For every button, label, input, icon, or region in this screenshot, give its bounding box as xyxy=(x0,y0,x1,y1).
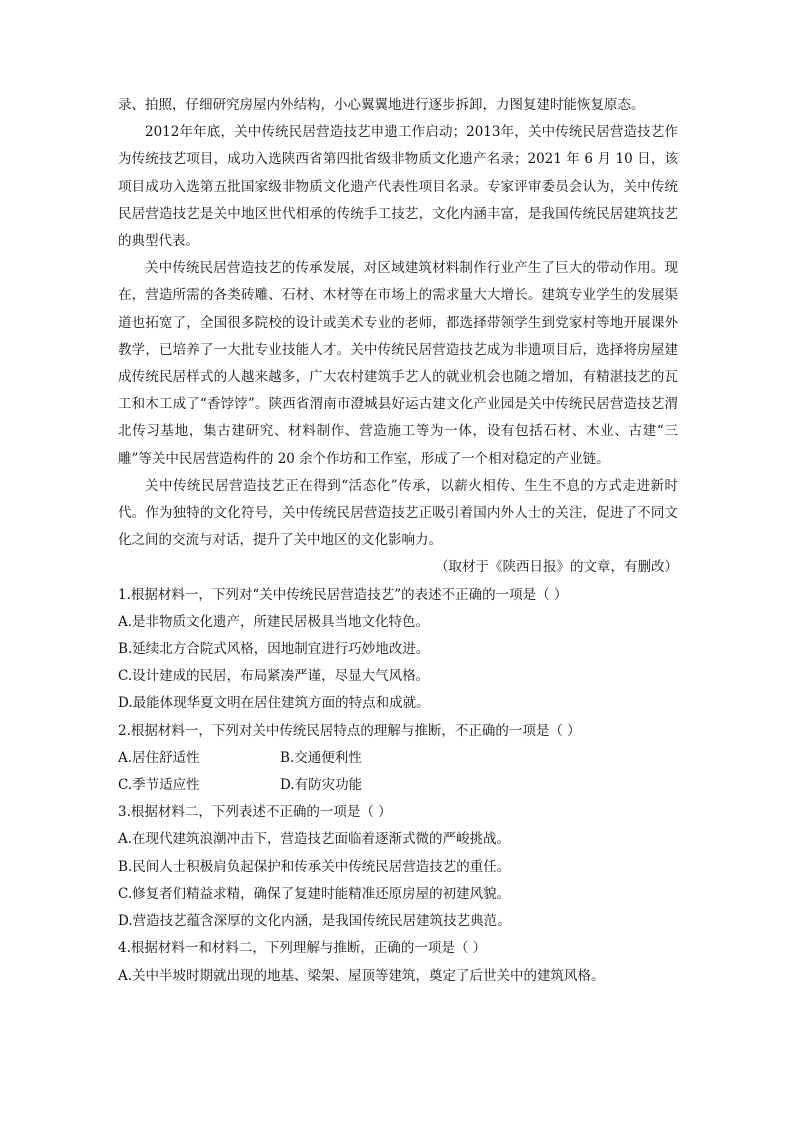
question-4-option-a: A.关中半坡时期就出现的地基、梁架、屋顶等建筑，奠定了后世关中的建筑风格。 xyxy=(118,967,605,984)
question-3-option-b: B.民间人士积极肩负起保护和传承关中传统民居营造技艺的重任。 xyxy=(118,858,511,875)
question-1-option-c: C.设计建成的民居，布局紧凑严谨，尽显大气风格。 xyxy=(118,668,430,685)
question-2-options-row-2 xyxy=(118,772,678,799)
question-2-option-a: A.居住舒适性 xyxy=(118,749,200,766)
question-3-option-c: C.修复者们精益求精，确保了复建时能精准还原房屋的初建风貌。 xyxy=(118,885,511,902)
paragraph-living-inheritance: 关中传统民居营造技艺正在得到“活态化”传承，以薪火相传、生生不息的方式走进新时代。作为独特的文化符号，关中传统民居营造技艺正吸引着国内外人士的关注，促进了不同文化之间的交流与对话，提升了关中地区的文化影响力。 xyxy=(118,477,678,549)
question-1-option-d: D.最能体现华夏文明在居住建筑方面的特点和成就。 xyxy=(118,695,430,712)
source-note: （取材于《陕西日报》的文章，有删改） xyxy=(435,559,678,576)
question-2-option-c: C.季节适应性 xyxy=(118,777,200,794)
paragraph-continuation: 录、拍照，仔细研究房屋内外结构，小心翼翼地进行逐步拆卸，力图复建时能恢复原态。 xyxy=(118,97,645,113)
question-2-stem: 2.根据材料一，下列对关中传统民居特点的理解与推断，不正确的一项是（ ） xyxy=(118,722,581,739)
paragraph-heritage-listing: 2012年年底，关中传统民居营造技艺申遗工作启动；2013年，关中传统民居营造技艺作为传统技艺项目，成功入选陕西省第四批省级非物质文化遗产名录；2021 年 6 月 10 日，该项目成功入选第五批国家级非物质文化遗产代表性项目名录。专家评审委员会认为，关中传统民居营造技艺是关中地区世代相承的传统手工技艺，文化内涵丰富，是我国传统民居建筑技艺的典型代表。 xyxy=(118,124,678,250)
question-1-option-a: A.是非物质文化遗产，所建民居极具当地文化特色。 xyxy=(118,613,430,630)
question-1-stem: 1.根据材料一，下列对“关中传统民居营造技艺”的表述不正确的一项是（ ） xyxy=(118,586,568,603)
question-3-option-d: D.营造技艺蕴含深厚的文化内涵，是我国传统民居建筑技艺典范。 xyxy=(118,913,511,930)
question-3-stem: 3.根据材料二，下列表述不正确的一项是（ ） xyxy=(118,804,392,821)
question-3-option-a: A.在现代建筑浪潮冲击下，营造技艺面临着逐渐式微的严峻挑战。 xyxy=(118,831,511,848)
document-content xyxy=(118,92,678,990)
question-2-option-d: D.有防灾功能 xyxy=(280,777,363,794)
question-2-options-row-1 xyxy=(118,745,678,772)
question-2-option-b: B.交通便利性 xyxy=(280,749,362,766)
paragraph-industry-impact: 关中传统民居营造技艺的传承发展，对区域建筑材料制作行业产生了巨大的带动作用。现在，营造所需的各类砖雕、石材、木材等在市场上的需求量大大增长。建筑专业学生的发展渠道也拓宽了，全国很多院校的设计或美术专业的老师，都选择带领学生到党家村等地开展课外教学，已培养了一大批专业技能人才。关中传统民居营造技艺成为非遗项目后，选择将房屋建成传统民居样式的人越来越多，广大农村建筑手艺人的就业机会也随之增加，有精湛技艺的瓦工和木工成了“香饽饽”。陕西省渭南市澄城县好运古建文化产业园是关中传统民居营造技艺渭北传习基地，集古建研究、材料制作、营造施工等为一体，设有包括石材、木业、古建“三雕”等关中民居营造构件的 20 余个作坊和工作室，形成了一个相对稳定的产业链。 xyxy=(118,260,678,467)
question-1-option-b: B.延续北方合院式风格，因地制宜进行巧妙地改进。 xyxy=(118,641,430,658)
question-4-stem: 4.根据材料一和材料二，下列理解与推断，正确的一项是（ ） xyxy=(118,940,487,957)
